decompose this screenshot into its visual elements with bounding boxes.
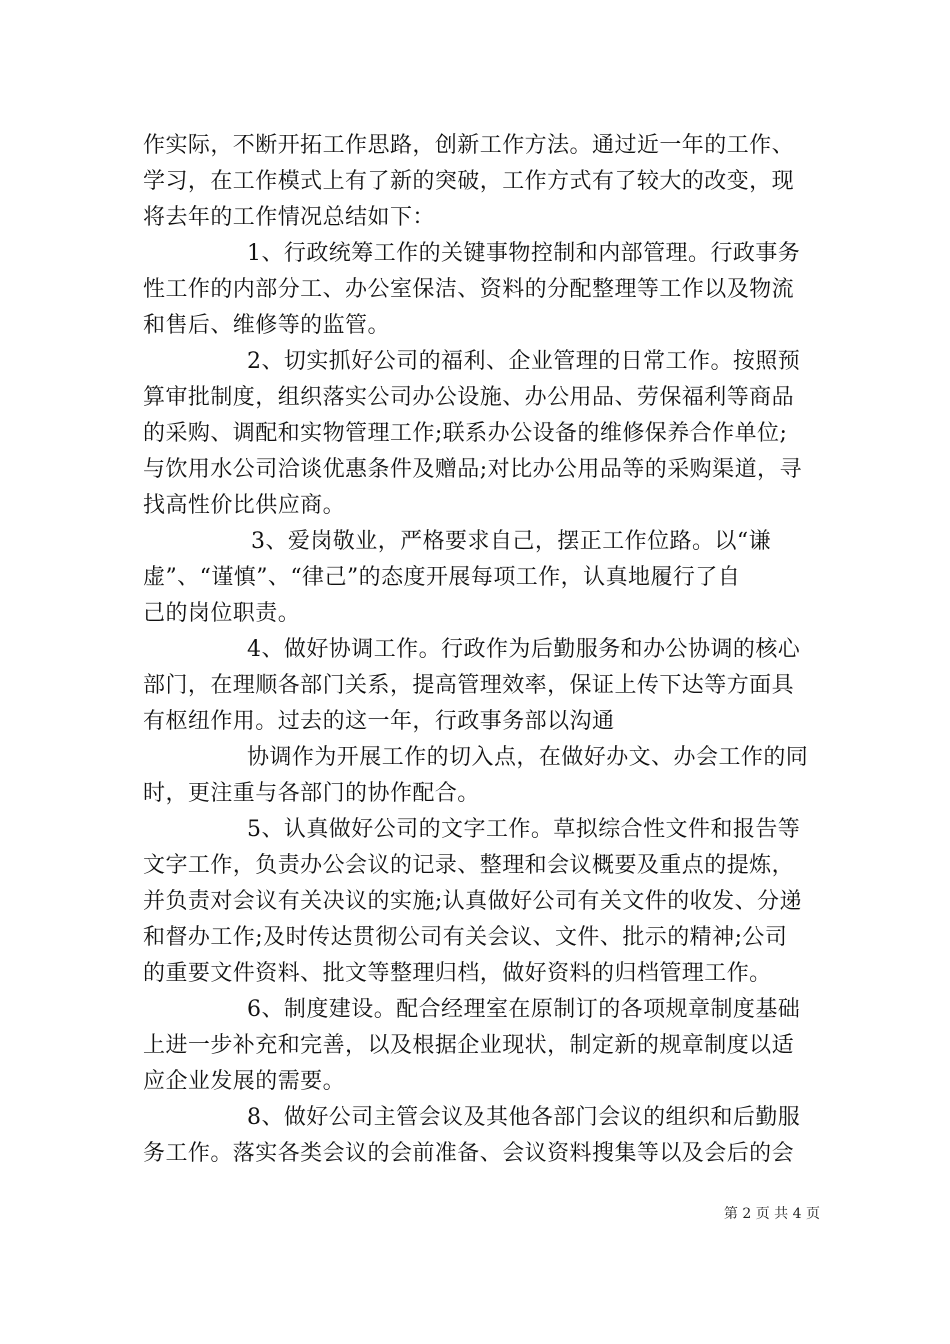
text-line: 5、认真做好公司的文字工作。草拟综合性文件和报告等	[247, 817, 801, 842]
text-line: 找高性价比供应商。	[143, 493, 346, 518]
text-line: 作实际，不断开拓工作思路，创新工作方法。通过近一年的工作、	[143, 133, 795, 158]
text-line: 上进一步补充和完善，以及根据企业现状，制定新的规章制度以适	[143, 1033, 795, 1058]
text-line: 的采购、调配和实物管理工作;联系办公设备的维修保养合作单位;	[143, 421, 788, 446]
text-line: 1、行政统筹工作的关键事物控制和内部管理。行政事务	[247, 241, 801, 266]
text-line: 时，更注重与各部门的协作配合。	[143, 781, 480, 806]
text-line: 算审批制度，组织落实公司办公设施、办公用品、劳保福利等商品	[143, 385, 795, 410]
text-line: 务工作。落实各类会议的会前准备、会议资料搜集等以及会后的会	[143, 1141, 795, 1166]
text-line: 4、做好协调工作。行政作为后勤服务和办公协调的核心	[247, 637, 801, 662]
text-line: 并负责对会议有关决议的实施;认真做好公司有关文件的收发、分递	[143, 889, 802, 914]
text-line: 3、爱岗敬业，严格要求自己，摆正工作位路。以“谦	[251, 529, 772, 554]
page-number: 第 2 页 共 4 页	[723, 1206, 820, 1222]
text-line: 和督办工作;及时传达贯彻公司有关会议、文件、批示的精神;公司	[143, 925, 788, 950]
text-line: 8、做好公司主管会议及其他各部门会议的组织和后勤服	[247, 1105, 801, 1130]
text-line: 文字工作，负责办公会议的记录、整理和会议概要及重点的提炼，	[143, 853, 795, 878]
text-line: 的重要文件资料、批文等整理归档，做好资料的归档管理工作。	[143, 961, 772, 986]
text-line: 协调作为开展工作的切入点，在做好办文、办会工作的同	[247, 745, 809, 770]
text-line: 将去年的工作情况总结如下：	[143, 205, 435, 230]
text-line: 6、制度建设。配合经理室在原制订的各项规章制度基础	[247, 997, 801, 1022]
text-line: 虚”、“谨慎”、“律己”的态度开展每项工作，认真地履行了自	[143, 565, 741, 590]
text-line: 2、切实抓好公司的福利、企业管理的日常工作。按照预	[247, 349, 801, 374]
text-line: 和售后、维修等的监管。	[143, 313, 390, 338]
text-line: 应企业发展的需要。	[143, 1069, 346, 1094]
text-line: 与饮用水公司洽谈优惠条件及赠品;对比办公用品等的采购渠道，寻	[143, 457, 802, 482]
text-line: 学习，在工作模式上有了新的突破，工作方式有了较大的改变，现	[143, 169, 795, 194]
text-line: 部门，在理顺各部门关系，提高管理效率，保证上传下达等方面具	[143, 673, 795, 698]
text-line: 性工作的内部分工、办公室保洁、资料的分配整理等工作以及物流	[143, 277, 795, 302]
text-line: 有枢纽作用。过去的这一年，行政事务部以沟通	[143, 709, 615, 734]
text-line: 己的岗位职责。	[143, 601, 301, 626]
